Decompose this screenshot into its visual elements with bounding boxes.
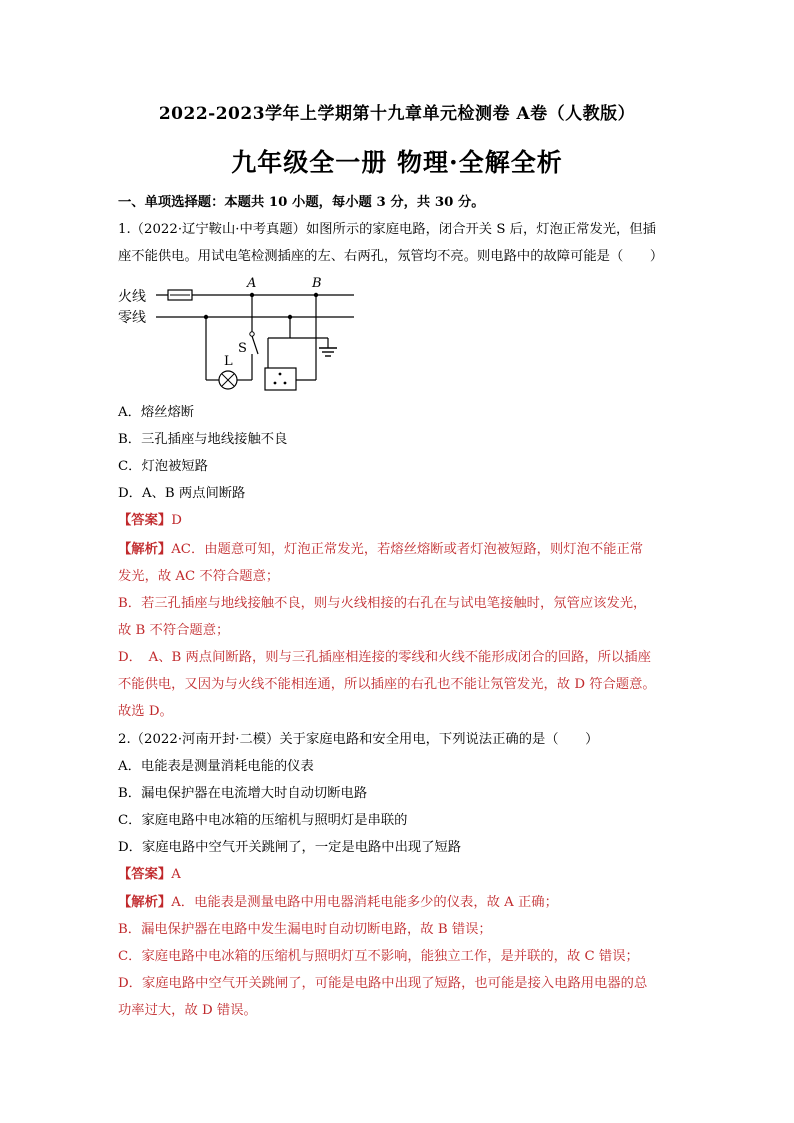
q1-option-c: C．灯泡被短路 (118, 459, 208, 474)
q2-answer-value: A (171, 867, 181, 882)
q1-analysis-line6: 不能供电，又因为与火线不能相连通，所以插座的右孔也不能让氖管发光，故 D 符合题意。 (118, 677, 656, 692)
q1-analysis-text1: AC．由题意可知，灯泡正常发光，若熔丝熔断或者灯泡被短路，则灯泡不能正常 (171, 542, 644, 557)
q1-analysis-line2: 发光，故 AC 不符合题意； (118, 569, 280, 584)
q1-option-d: D．A、B 两点间断路 (118, 486, 246, 501)
switch-lever-icon (252, 336, 258, 354)
q2-stem: 2.（2022·河南开封·二模）关于家庭电路和安全用电，下列说法正确的是（ ） (118, 732, 599, 747)
q1-option-b: B．三孔插座与地线接触不良 (118, 432, 288, 447)
q1-analysis-line4: 故 B 不符合题意； (118, 623, 230, 638)
q1-analysis-tag: 【解析】 (118, 542, 172, 557)
switch-contact (250, 332, 254, 336)
q1-analysis-line7: 故选 D。 (118, 704, 173, 719)
document-subtitle: 九年级全一册 物理·全解全析 (231, 148, 563, 177)
document-title: 2022-2023学年上学期第十九章单元检测卷 A卷（人教版） (158, 104, 636, 124)
circuit-diagram (118, 274, 358, 394)
point-b-label: B (312, 276, 322, 291)
q1-option-a: A．熔丝熔断 (118, 405, 195, 420)
socket-icon (265, 368, 296, 390)
q2-answer-tag: 【答案】 (118, 867, 172, 882)
socket-hole-left (274, 382, 277, 385)
q1-stem-line1: 1.（2022·辽宁鞍山·中考真题）如图所示的家庭电路，闭合开关 S 后，灯泡正常发光，但插 (118, 222, 656, 237)
q2-option-d: D．家庭电路中空气开关跳闸了，一定是电路中出现了短路 (118, 840, 462, 855)
live-wire-label: 火线 (118, 289, 146, 305)
q2-analysis-line5: 功率过大，故 D 错误。 (118, 1003, 257, 1018)
socket-hole-top (279, 373, 282, 376)
neutral-wire-label: 零线 (118, 310, 146, 326)
q2-analysis-line3: C．家庭电路中电冰箱的压缩机与照明灯互不影响，能独立工作，是并联的，故 C 错误； (118, 949, 639, 964)
q2-analysis-line4: D．家庭电路中空气开关跳闸了，可能是电路中出现了短路，也可能是接入电路用电器的总 (118, 976, 648, 991)
point-a-label: A (247, 276, 257, 291)
q1-analysis-line1 (118, 541, 688, 559)
q2-option-a: A．电能表是测量消耗电能的仪表 (118, 759, 314, 774)
switch-label: S (238, 341, 247, 356)
q1-answer (118, 512, 688, 530)
section-heading: 一、单项选择题：本题共 10 小题，每小题 3 分，共 30 分。 (118, 195, 485, 210)
q2-option-b: B．漏电保护器在电流增大时自动切断电路 (118, 786, 368, 801)
q1-stem-line2: 座不能供电。用试电笔检测插座的左、右两孔，氖管均不亮。则电路中的故障可能是（ ） (118, 249, 664, 264)
socket-hole-right (284, 382, 287, 385)
q2-analysis-line2: B．漏电保护器在电路中发生漏电时自动切断电路，故 B 错误； (118, 922, 492, 937)
q2-analysis-line1 (118, 894, 688, 912)
q1-analysis-line3: B．若三孔插座与地线接触不良，则与火线相接的右孔在与试电笔接触时，氖管应该发光， (118, 596, 647, 611)
q1-analysis-line5: D． A、B 两点间断路，则与三孔插座相连接的零线和火线不能形成闭合的回路，所以插座 (118, 650, 651, 665)
q2-option-c: C．家庭电路中电冰箱的压缩机与照明灯是串联的 (118, 813, 408, 828)
q2-answer (118, 866, 688, 884)
q2-analysis-text1: A．电能表是测量电路中用电器消耗电能多少的仪表，故 A 正确； (171, 895, 558, 910)
q1-answer-tag: 【答案】 (118, 513, 172, 528)
lamp-label: L (224, 354, 233, 369)
q2-analysis-tag: 【解析】 (118, 895, 172, 910)
q1-answer-value: D (171, 513, 182, 528)
